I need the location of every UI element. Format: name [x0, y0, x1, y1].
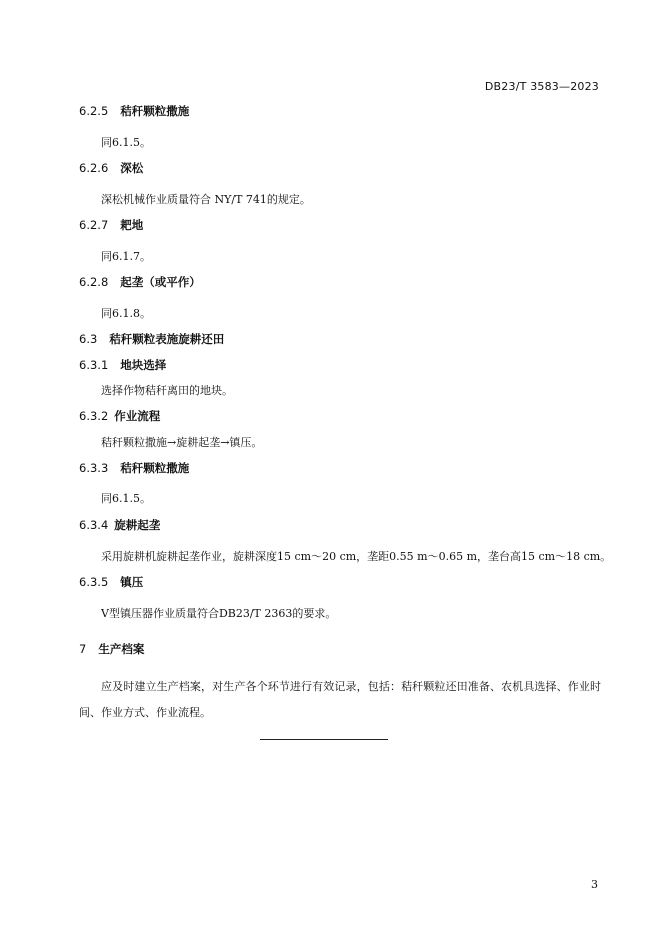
paragraph-6-2-5: 同6.1.5。 [101, 136, 151, 149]
paragraph-6-3-3: 同6.1.5。 [101, 492, 151, 505]
heading-6-2-8 [79, 274, 201, 290]
end-rule [260, 739, 388, 740]
heading-6-2-7 [79, 217, 143, 233]
paragraph-6-2-8: 同6.1.8。 [101, 307, 151, 320]
heading-number: 6.3.1 [79, 358, 109, 372]
heading-6-2-5 [79, 103, 189, 119]
heading-title: 地块选择 [120, 358, 167, 372]
paragraph-6-3-2: 秸秆颗粒撒施→旋耕起垄→镇压。 [101, 436, 263, 449]
heading-number: 6.3.3 [79, 461, 109, 475]
paragraph-6-3-1: 选择作物秸秆离田的地块。 [101, 384, 233, 397]
paragraph-7: 应及时建立生产档案，对生产各个环节进行有效记录，包括：秸秆颗粒还田准备、农机具选择、作业时间、作业方式、作业流程。 [79, 680, 601, 719]
heading-6-3-2 [79, 408, 160, 424]
heading-title: 旋耕起垄 [114, 518, 161, 532]
heading-title: 起垄（或平作） [120, 275, 201, 289]
heading-6-3-1 [79, 357, 166, 373]
heading-title: 秸秆颗粒撒施 [120, 104, 190, 118]
paragraph-6-2-7: 同6.1.7。 [101, 250, 151, 263]
paragraph-6-3-5: V型镇压器作业质量符合DB23/T 2363的要求。 [101, 607, 337, 620]
heading-number: 6.2.6 [79, 161, 109, 175]
heading-6-3-3 [79, 460, 189, 476]
heading-number: 7 [79, 642, 87, 656]
heading-6-3-5 [79, 574, 143, 590]
heading-title: 深松 [120, 161, 144, 175]
heading-title: 镇压 [120, 575, 144, 589]
heading-title: 耙地 [120, 218, 144, 232]
paragraph-6-3-4: 采用旋耕机旋耕起垄作业，旋耕深度15 cm～20 cm，垄距0.55 m～0.65 m，垄台高15 cm～18 cm。 [101, 550, 612, 563]
heading-number: 6.2.7 [79, 218, 109, 232]
paragraph-6-2-6: 深松机械作业质量符合 NY/T 741的规定。 [101, 193, 311, 206]
heading-number: 6.3 [79, 332, 98, 346]
heading-7 [79, 641, 144, 657]
heading-number: 6.3.5 [79, 575, 109, 589]
heading-number: 6.3.4 [79, 518, 109, 532]
heading-number: 6.2.5 [79, 104, 109, 118]
heading-title: 作业流程 [114, 409, 161, 423]
heading-title: 生产档案 [98, 642, 145, 656]
heading-6-2-6 [79, 160, 143, 176]
heading-title: 秸秆颗粒撒施 [120, 461, 190, 475]
document-code: DB23/T 3583—2023 [484, 80, 599, 93]
heading-number: 6.3.2 [79, 409, 109, 423]
page-number: 3 [591, 878, 598, 891]
heading-title: 秸秆颗粒表施旋耕还田 [109, 332, 225, 346]
heading-6-3-4 [79, 517, 160, 533]
heading-number: 6.2.8 [79, 275, 109, 289]
heading-6-3 [79, 331, 224, 347]
